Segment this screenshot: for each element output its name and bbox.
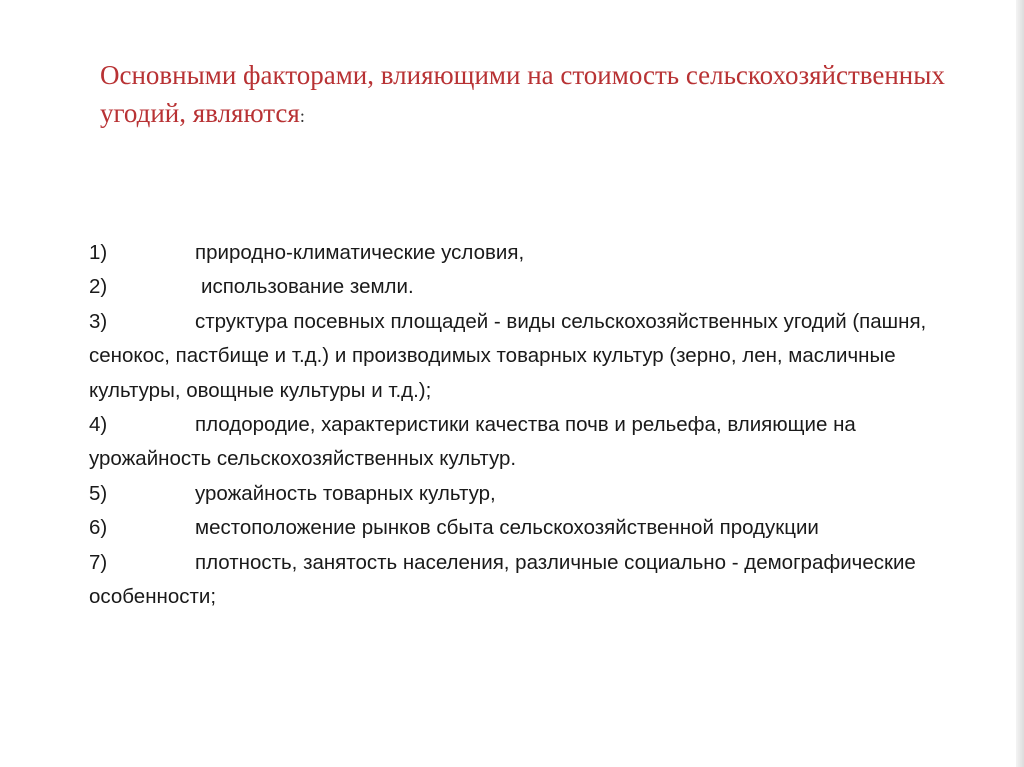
- item-number: 6): [89, 516, 108, 540]
- slide-edge-shadow: [1016, 0, 1024, 767]
- list-item: [89, 408, 949, 477]
- list-item: [89, 236, 949, 270]
- item-text: местоположение рынков сбыта сельскохозяйственной продукции: [195, 516, 819, 540]
- item-text: природно-климатические условия,: [195, 241, 525, 264]
- item-number: 5): [89, 481, 108, 505]
- slide-title: [100, 56, 960, 135]
- list-item: [89, 270, 949, 304]
- slide-title-colon: :: [299, 106, 305, 126]
- item-text: плотность, занятость населения, различные социально - демографические особенности;: [89, 550, 916, 609]
- item-text: урожайность товарных культур,: [195, 481, 496, 505]
- item-number: 3): [89, 309, 108, 333]
- item-number: 4): [89, 413, 108, 437]
- item-number: 2): [89, 275, 108, 299]
- list-item: [89, 546, 949, 615]
- item-text: плодородие, характеристики качества почв и рельефа, влияющие на урожайность сельскохозяйственных культур.: [89, 413, 856, 471]
- item-number: 7): [89, 550, 108, 574]
- item-text: использование земли.: [201, 275, 414, 299]
- item-number: 1): [89, 241, 108, 264]
- list-item: [89, 477, 949, 511]
- list-item: [89, 305, 949, 408]
- list-item: [89, 511, 949, 545]
- slide-title-text: Основными факторами, влияющими на стоимость сельскохозяйственных угодий, являются: [100, 60, 945, 128]
- factors-list: [89, 236, 949, 614]
- item-text: структура посевных площадей - виды сельскохозяйственных угодий (пашня, сенокос, пастбище и т.д.) и производимых товарных культур (зерно, лен, масличные культуры, овощные культуры и т.д.);: [89, 309, 927, 402]
